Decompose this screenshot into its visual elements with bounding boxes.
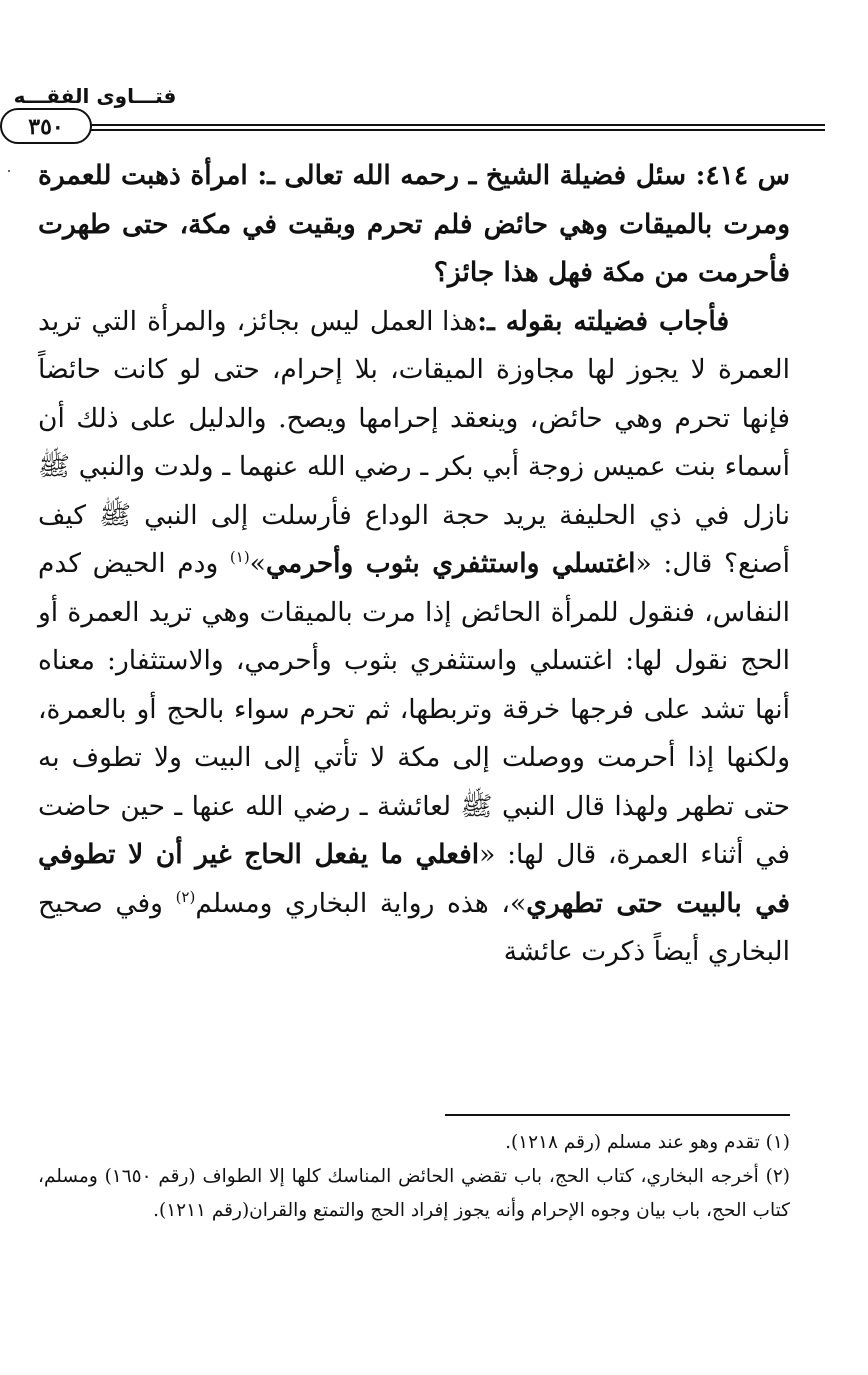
answer-part-2: ودم الحيض كدم النفاس، فنقول للمرأة الحائض إذا مرت بالميقات وهي تريد العمرة أو الحج نقول لها: اغتسلي واستثفري بثوب وأحرمي، والاستثفار: معناه أنها تشد على فرجها خرقة وتربطها، ثم تحرم سواء بالحج أو بالعمرة، ولكنها إذا أحرمت ووصلت إلى مكة لا تأتي إلى البيت ولا تطوف به حتى تطهر ولهذا قال النبي ﷺ لعائشة ـ رضي الله عنها ـ حين حاضت في أثناء العمرة، قال لها: « bbox=[38, 548, 790, 870]
answer-lead: فأجاب فضيلته بقوله ـ: bbox=[477, 305, 730, 337]
answer-part-1: هذا العمل ليس بجائز، والمرأة التي تريد العمرة لا يجوز لها مجاوزة الميقات، بلا إحرام، حتى لو كانت حائضاً فإنها تحرم وهي حائض، وينعقد إحرامها ويصح. والدليل على ذلك أن أسماء بنت عميس زوجة أبي بكر ـ رضي الله عنهما ـ ولدت والنبي ﷺ نازل في ذي الحليفة يريد حجة الوداع فأرسلت إلى النبي ﷺ كيف أصنع؟ قال: « bbox=[38, 305, 791, 579]
footnotes bbox=[38, 1126, 790, 1228]
running-title: فتـــاوى الفقـــه bbox=[13, 84, 177, 108]
quote-1-close: » bbox=[249, 548, 266, 579]
main-text bbox=[38, 152, 790, 977]
hadith-quote-1: اغتسلي واستثفري بثوب وأحرمي bbox=[265, 548, 636, 579]
quote-2-close: » bbox=[509, 887, 527, 919]
page-number: ٣٥٠ bbox=[0, 108, 92, 144]
scan-speck bbox=[8, 170, 10, 172]
answer-part-3: ، هذه رواية البخاري ومسلم bbox=[195, 887, 510, 919]
footnote-2: (٢) أخرجه البخاري، كتاب الحج، باب تقضي الحائض المناسك كلها إلا الطواف (رقم ١٦٥٠) ومسلم، كتاب الحج، باب بيان وجوه الإحرام وأنه يجوز إفراد الحج والتمتع والقران(رقم ١٢١١). bbox=[38, 1166, 790, 1221]
question-label: س ٤١٤: bbox=[695, 160, 790, 191]
header-double-rule bbox=[10, 124, 825, 131]
answer-paragraph bbox=[38, 298, 790, 977]
hadith-quote-2: افعلي ما يفعل الحاج غير أن لا تطوفي في بالبيت حتى تطهري bbox=[38, 839, 790, 919]
question-paragraph bbox=[38, 152, 790, 298]
footnote-1: (١) تقدم وهو عند مسلم (رقم ١٢١٨). bbox=[505, 1132, 790, 1153]
footnote-marker-2: (٢) bbox=[175, 887, 196, 906]
footnote-separator bbox=[445, 1114, 790, 1116]
answer-part-4: وفي صحيح البخاري أيضاً ذكرت عائشة bbox=[38, 887, 790, 967]
footnote-marker-1: (١) bbox=[229, 548, 250, 567]
question-text: سئل فضيلة الشيخ ـ رحمه الله تعالى ـ: امرأة ذهبت للعمرة ومرت بالميقات وهي حائض فلم تحرم وبقيت في مكة، حتى طهرت فأحرمت من مكة فهل هذا جائز؟ bbox=[38, 160, 790, 288]
